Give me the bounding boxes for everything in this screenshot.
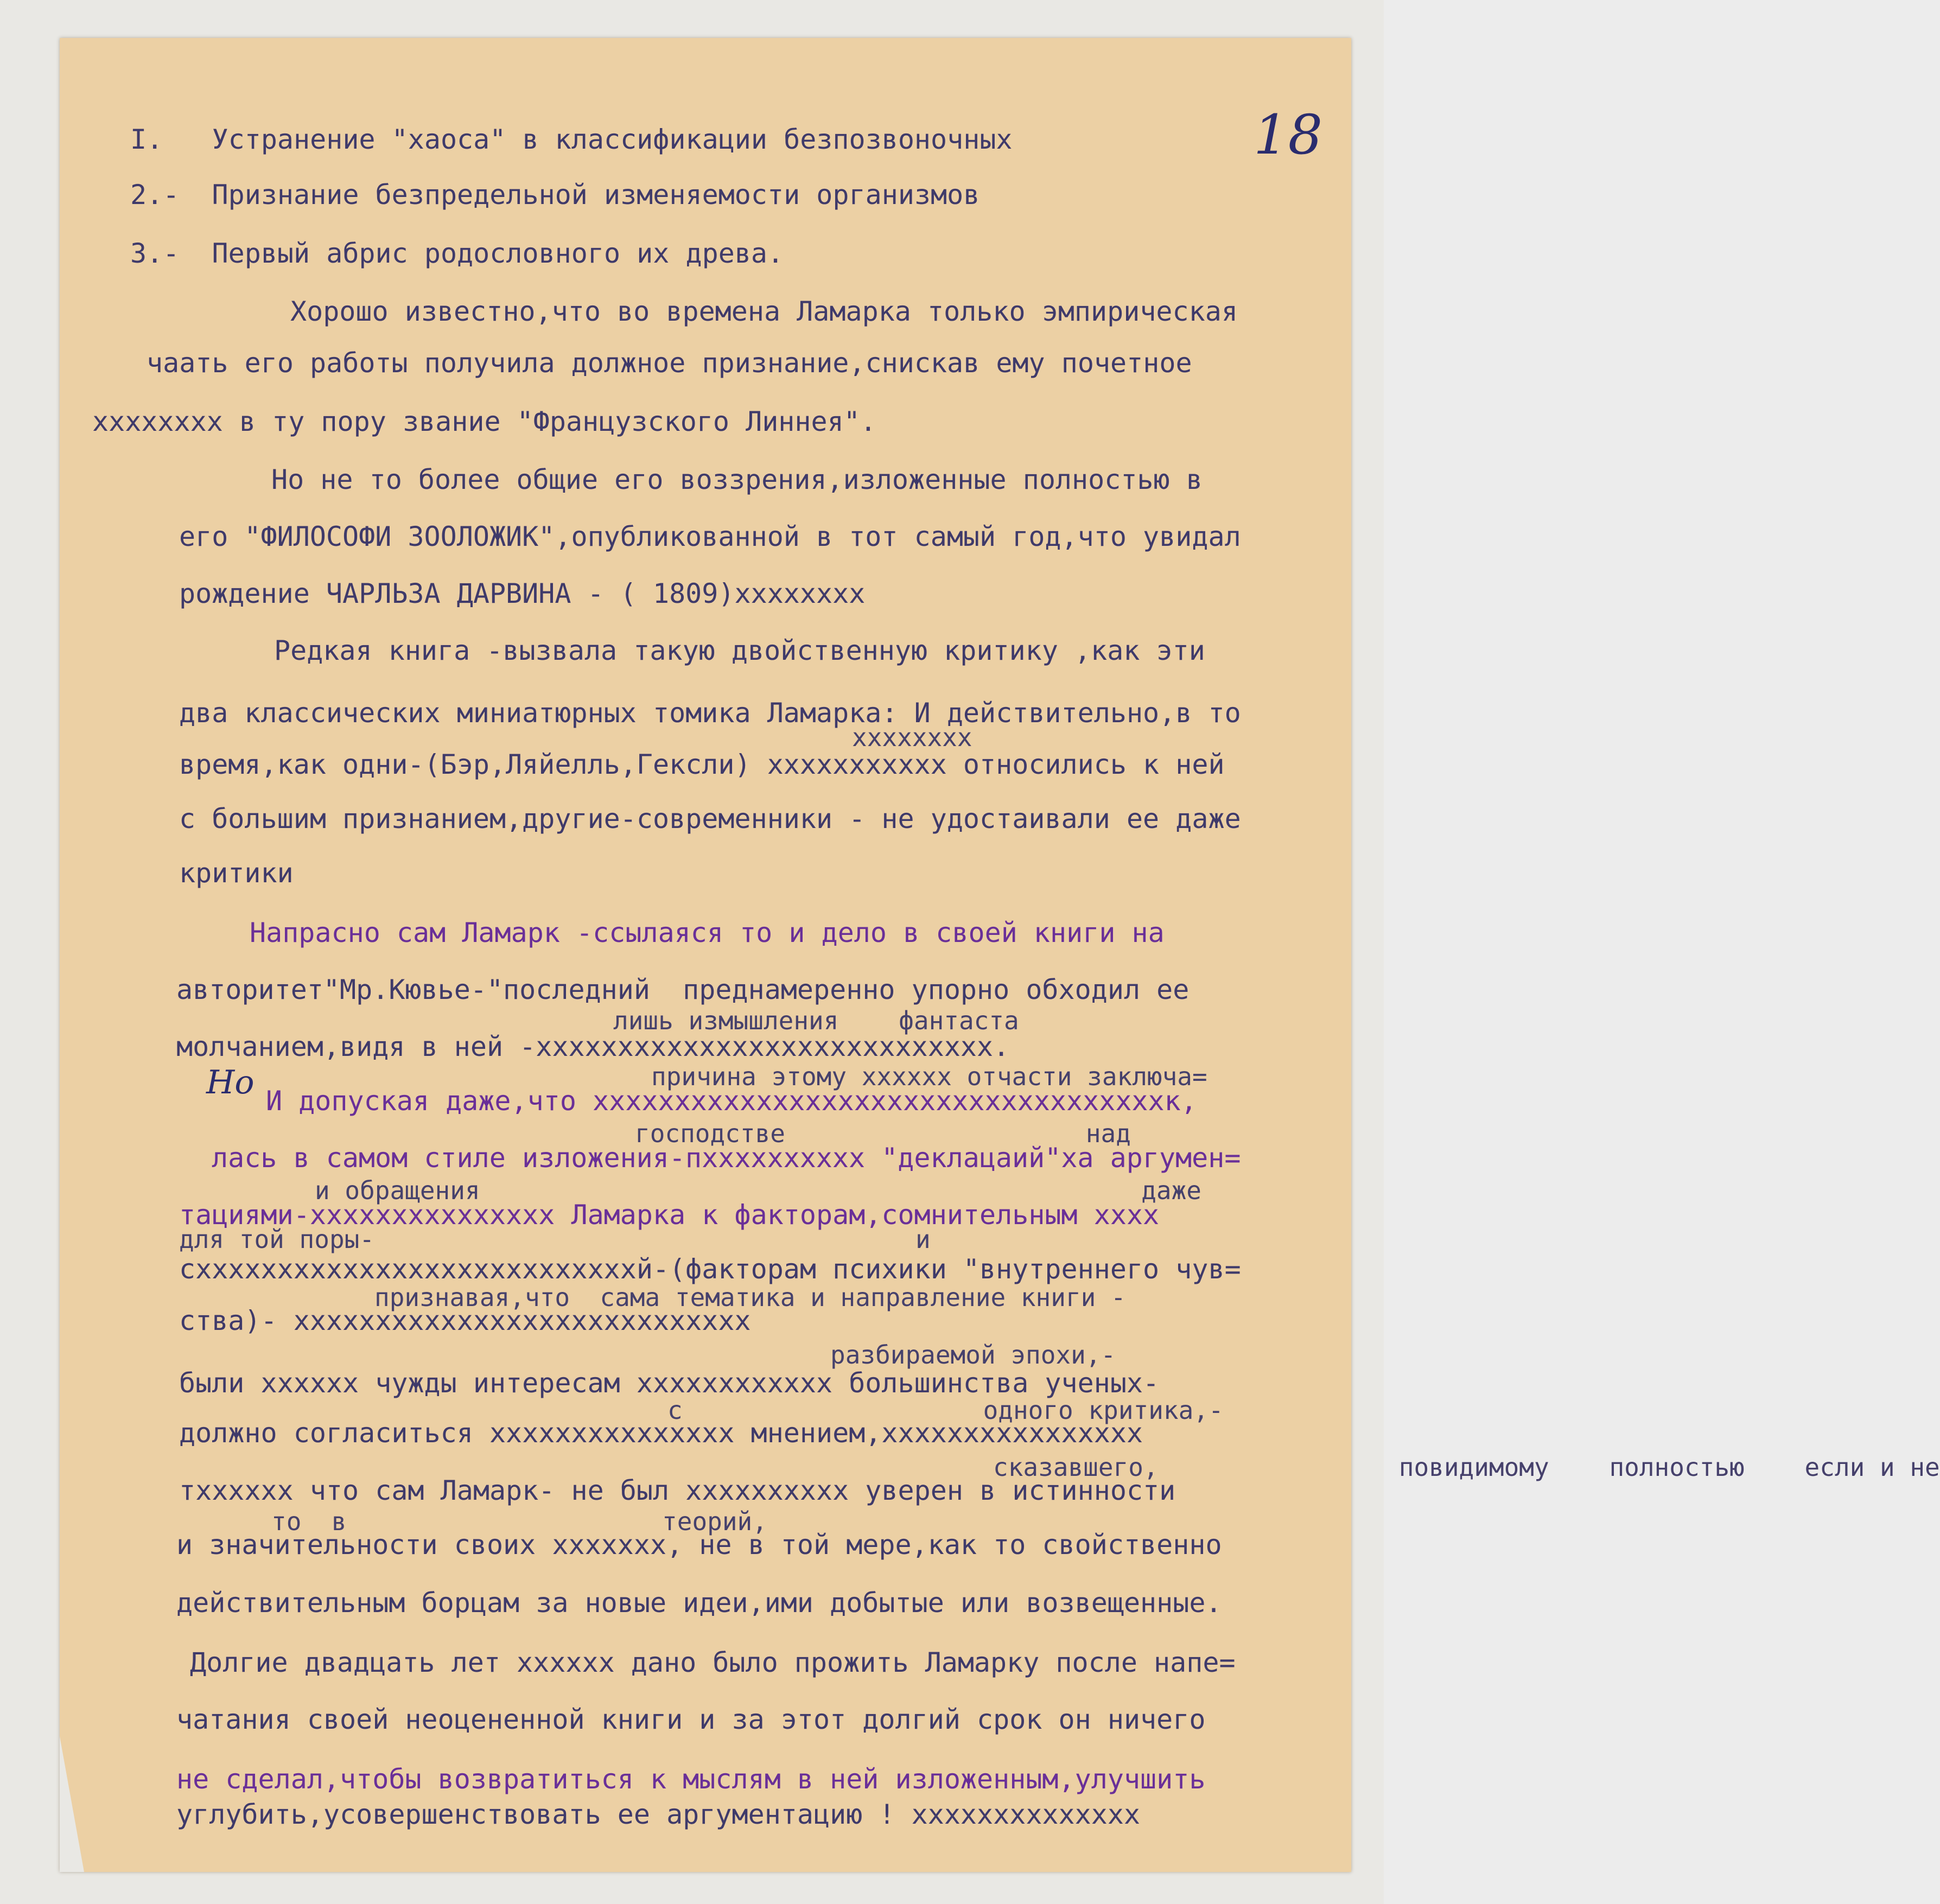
text-line: Но не то более общие его воззрения,изложенные полностью в [271, 464, 1203, 495]
text-line: 3.- Первый абрис родословного их древа. [130, 238, 784, 269]
text-line: И допуская даже,что хххххххххххххххххххххххххххххххххххк, [266, 1085, 1197, 1117]
insertion-line: для той поры- и [179, 1225, 931, 1254]
text-line: два классических миниатюрных томика Ламарка: И действительно,в то [179, 697, 1241, 729]
insertion-line: сказавшего, повидимому полностью если и не [993, 1453, 1940, 1482]
insertion-line: хххххххх [852, 723, 972, 752]
text-line: его "ФИЛОСОФИ ЗООЛОЖИК",опубликованной в тот самый год,что увидал [179, 521, 1241, 552]
insertion-line: признавая,что сама тематика и направление книги - [374, 1283, 1126, 1312]
insertion-line: причина этому хххххх отчасти заключа= [651, 1062, 1207, 1091]
text-line: лась в самом стиле изложения-пхххххххххх "деклацаий"ха аргумен= [212, 1142, 1241, 1174]
insertion-line: то в теорий, [271, 1507, 767, 1536]
text-line: действительным борцам за новые идеи,ими добытые или возвещенные. [176, 1587, 1222, 1619]
text-line: чаать его работы получила должное признание,снискав ему почетное [147, 347, 1192, 379]
insertion-line: и обращения даже [315, 1176, 1201, 1205]
text-line: авторитет"Мр.Кювье-"последний преднамеренно упорно обходил ее [176, 974, 1190, 1005]
text-line: тациями-ххххххххххххххх Ламарка к факторам,сомнительным хххх [179, 1199, 1160, 1231]
text-line: тхххххх что сам Ламарк- не был хххххххххх уверен в истинности [179, 1475, 1176, 1506]
text-line: время,как одни-(Бэр,Ляйелль,Гексли) ххххххххххх относились к ней [179, 749, 1225, 780]
text-line: должно согласиться ххххххххххххххх мнением,хххххххххххххххх [179, 1417, 1143, 1449]
text-line: были хххххх чужды интересам хххххххххххх большинства ученых- [179, 1367, 1160, 1399]
text-line: схххххххххххххххххххххххххххй-(факторам психики "внутреннего чув= [179, 1253, 1241, 1285]
text-line: I. Устранение "хаоса" в классификации безпозвоночных [130, 124, 1013, 155]
page-corner-cut [60, 1736, 84, 1872]
text-line: и значительности своих ххххххх, не в той мере,как то свойственно [176, 1529, 1222, 1561]
page-number: 18 [1254, 103, 1323, 167]
text-line: не сделал,чтобы возвратиться к мыслям в ней изложенным,улучшить [176, 1763, 1206, 1795]
text-line: с большим признанием,другие-современники - не удостаивали ее даже [179, 803, 1241, 835]
marginal-note: Но [206, 1064, 255, 1101]
text-line: рождение ЧАРЛЬЗА ДАРВИНА - ( 1809)хххххххх [179, 578, 866, 609]
text-line: хххххххх в ту пору звание "Французского Линнея". [92, 406, 876, 437]
insertion-line: разбираемой эпохи,- [830, 1340, 1116, 1370]
text-line: Напрасно сам Ламарк -ссылаяся то и дело в своей книги на [250, 917, 1165, 948]
insertion-line: господстве над [635, 1119, 1131, 1148]
insertion-line: лишь измышления фантаста [613, 1006, 1019, 1035]
text-line: Долгие двадцать лет хххххх дано было прожить Ламарку после напе= [190, 1647, 1236, 1678]
text-line: Хорошо известно,что во времена Ламарка только эмпирическая [290, 296, 1238, 327]
text-line: критики [179, 857, 294, 889]
text-line: чатания своей неоцененной книги и за этот долгий срок он ничего [176, 1704, 1206, 1735]
text-line: углубить,усовершенствовать ее аргументацию ! хххххххххххххх [176, 1799, 1141, 1830]
text-line: ства)- хххххххххххххххххххххххххххх [179, 1305, 751, 1336]
text-line: 2.- Признание безпредельной изменяемости организмов [130, 179, 980, 211]
text-line: молчанием,видя в ней -хххххххххххххххххххххххххххх. [176, 1031, 1010, 1062]
insertion-line: с одного критика,- [667, 1396, 1224, 1425]
text-line: Редкая книга -вызвала такую двойственную критику ,как эти [274, 635, 1205, 666]
